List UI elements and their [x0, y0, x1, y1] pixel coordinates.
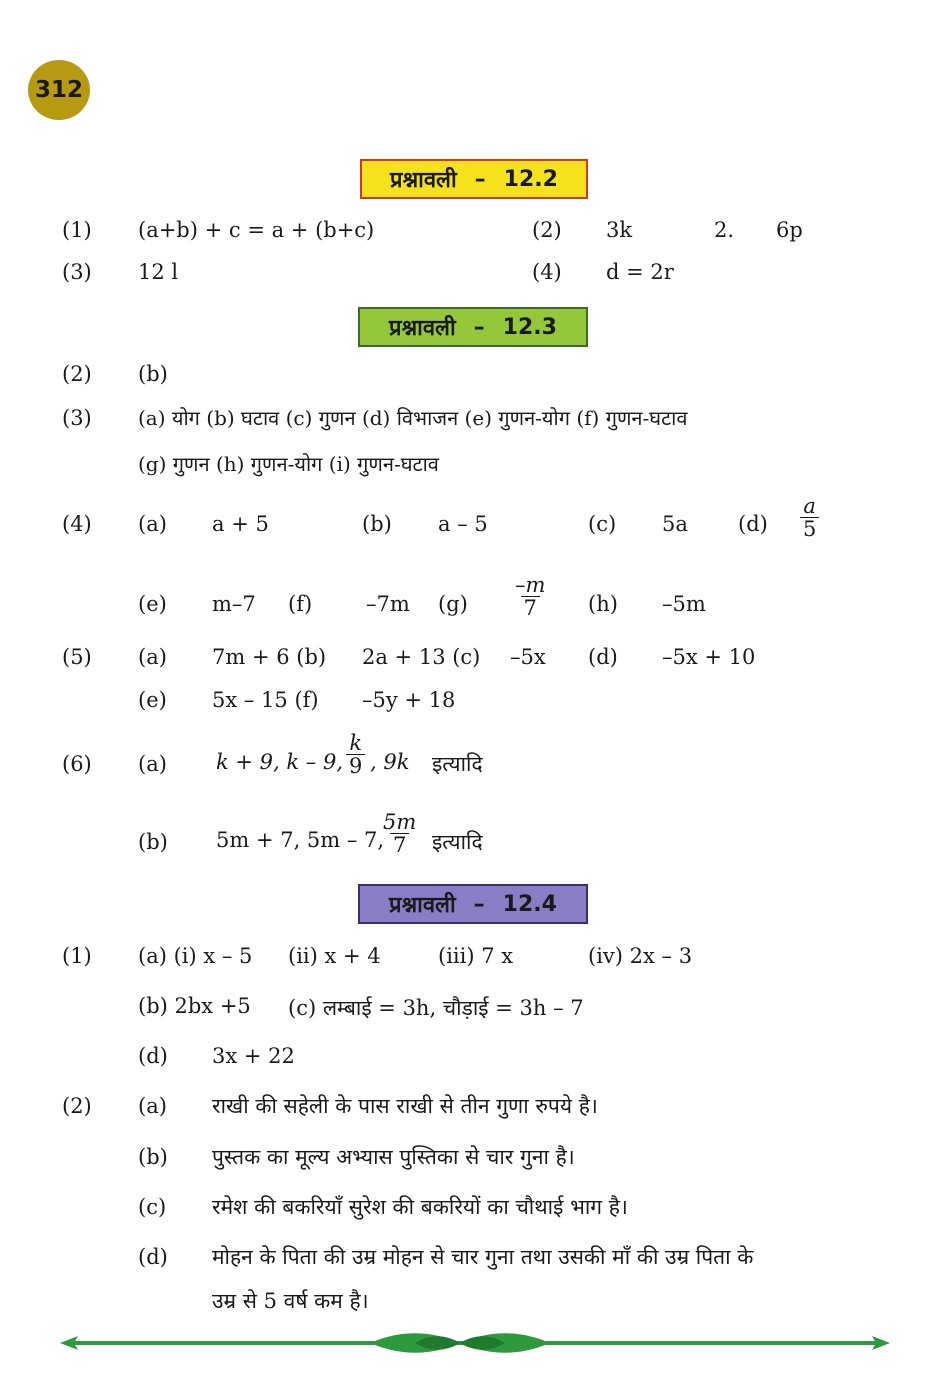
answer: –5x [510, 645, 546, 669]
heading-number: 12.3 [502, 314, 557, 340]
q-label: (2) [532, 218, 562, 242]
q-label: (4) [532, 260, 562, 284]
fraction [800, 495, 819, 540]
sub-label: (d) [138, 1044, 168, 1068]
sub-label: (d) [588, 645, 618, 669]
denominator: 9 [346, 754, 365, 777]
answer-text: पुस्तक का मूल्य अभ्यास पुस्तिका से चार गुना है। [212, 1145, 575, 1169]
exercise-12-2-heading [360, 159, 588, 199]
q-label: (4) [62, 512, 92, 536]
answer: d = 2r [606, 260, 674, 284]
answer: (a) (i) x – 5 [138, 944, 253, 968]
sub-label: (c) [138, 1195, 167, 1219]
answer: 12 l [138, 260, 179, 284]
sub-label: (c) [588, 512, 617, 536]
heading-title: प्रश्नावली [389, 893, 456, 918]
answer: 7m + 6 (b) [212, 645, 327, 669]
fraction [346, 732, 365, 777]
answer-line: (a) योग (b) घटाव (c) गुणन (d) विभाजन (e) गुणन-योग (f) गुणन-घटाव [138, 406, 688, 430]
denominator: 5 [800, 517, 819, 540]
exercise-12-3-heading [358, 307, 588, 347]
answer: (ii) x + 4 [288, 944, 381, 968]
sub-label: (a) [138, 645, 167, 669]
q-label: (1) [62, 944, 92, 968]
answer: 3k [606, 218, 633, 242]
answer: 5x – 15 (f) [212, 688, 319, 712]
sub-label: (b) [138, 1145, 168, 1169]
heading-number: 12.2 [503, 166, 558, 192]
heading-dash: – [473, 314, 485, 340]
page-number-badge: 312 [28, 60, 90, 120]
fraction [380, 811, 419, 856]
q-label: (6) [62, 752, 92, 776]
q-label: (2) [62, 362, 92, 386]
sub-label: (e) [138, 688, 167, 712]
answer-text: रमेश की बकरियाँ सुरेश की बकरियों का चौथाई भाग है। [212, 1195, 628, 1219]
sub-label: (d) [138, 1245, 168, 1269]
answer: 5m + 7, 5m – 7, [216, 828, 385, 852]
answer: –5m [662, 592, 706, 616]
q-label: (5) [62, 645, 92, 669]
answer: k + 9, k – 9, [216, 750, 343, 774]
q-label: (3) [62, 260, 92, 284]
heading-title: प्रश्नावली [390, 168, 457, 193]
q-label: (3) [62, 406, 92, 430]
sub-label: (h) [588, 592, 618, 616]
answer: 6p [776, 218, 803, 242]
heading-dash: – [473, 891, 485, 917]
answer: (iii) 7 x [438, 944, 514, 968]
answer: (b) [138, 362, 168, 386]
answer: –5x + 10 [662, 645, 756, 669]
answer: 3x + 22 [212, 1044, 295, 1068]
heading-number: 12.4 [502, 891, 557, 917]
fraction [512, 574, 548, 619]
sub-label: (f) [288, 592, 313, 616]
sub-label: (e) [138, 592, 167, 616]
answer: (a+b) + c = a + (b+c) [138, 218, 375, 242]
answer: (b) 2bx +5 [138, 994, 251, 1018]
decorative-divider [60, 1328, 890, 1358]
answer-text: राखी की सहेली के पास राखी से तीन गुणा रुपये है। [212, 1094, 598, 1118]
heading-dash: – [474, 166, 486, 192]
sub-label: (d) [738, 512, 768, 536]
answer-line: (g) गुणन (h) गुणन-योग (i) गुणन-घटाव [138, 452, 439, 476]
numerator: k [349, 731, 363, 755]
answer-text: उम्र से 5 वर्ष कम है। [212, 1289, 369, 1313]
answer: , 9k [370, 750, 410, 774]
q-label: (2) [62, 1094, 92, 1118]
sub-label: (g) [438, 592, 468, 616]
answer: m–7 [212, 592, 256, 616]
exercise-12-4-heading [358, 884, 588, 924]
answer: (c) लम्बाई = 3h, चौड़ाई = 3h – 7 [288, 996, 584, 1020]
answer: –7m [366, 592, 410, 616]
numerator: –m [515, 573, 546, 597]
answer: –5y + 18 [362, 688, 456, 712]
sub-label: (b) [138, 830, 168, 854]
answer: 2a + 13 (c) [362, 645, 481, 669]
answer-text: मोहन के पिता की उम्र मोहन से चार गुना तथा उसकी माँ की उम्र पिता के [212, 1245, 754, 1269]
heading-title: प्रश्नावली [389, 316, 456, 341]
sub-label: (b) [362, 512, 392, 536]
sub-label: (a) [138, 512, 167, 536]
answer: a – 5 [438, 512, 488, 536]
sub-label: (a) [138, 752, 167, 776]
answer: (iv) 2x – 3 [588, 944, 693, 968]
answer-suffix: इत्यादि [432, 752, 483, 776]
q-label: (1) [62, 218, 92, 242]
answer: a + 5 [212, 512, 269, 536]
q-label: 2. [714, 218, 735, 242]
denominator: 7 [390, 833, 409, 856]
numerator: 5m [383, 810, 417, 834]
numerator: a [803, 494, 816, 518]
sub-label: (a) [138, 1094, 167, 1118]
answer-suffix: इत्यादि [432, 830, 483, 854]
answer: 5a [662, 512, 688, 536]
denominator: 7 [521, 596, 540, 619]
